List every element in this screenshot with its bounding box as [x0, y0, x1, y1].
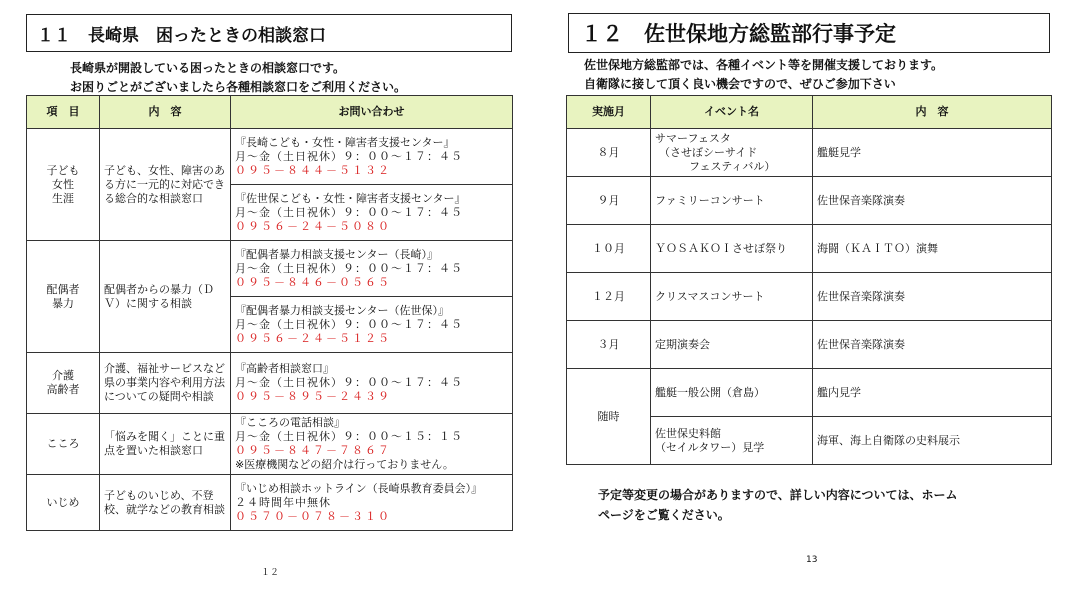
item-cell — [27, 129, 100, 241]
contact-phone: ０９５－８４６－０５６５ — [235, 275, 391, 289]
month-cell: ９月 — [567, 177, 651, 225]
month-cell: ３月 — [567, 321, 651, 369]
table-row — [27, 129, 513, 185]
item-cell — [27, 353, 100, 414]
right-intro-line: 佐世保地方総監部では、各種イベント等を開催支援しております。 — [584, 58, 944, 72]
contact-cell — [231, 297, 513, 353]
event-name: 佐世保史料館 — [655, 426, 721, 440]
contact-note: ※医療機関などの紹介は行っておりません。 — [235, 458, 454, 471]
contact-hours: 月～金（土日祝休）９：００～１７：４５ — [235, 317, 463, 331]
contact-hours: ２４時間年中無休 — [235, 495, 331, 509]
event-cell — [651, 417, 813, 465]
left-heading: １１ 長崎県 困ったときの相談窓口 — [26, 14, 512, 52]
header-content: 内 容 — [100, 96, 231, 129]
event-name: （させぼシーサイド — [659, 145, 758, 159]
month-cell: 随時 — [567, 369, 651, 465]
table-row — [567, 273, 1052, 321]
item-label: 生涯 — [52, 191, 74, 205]
content-cell: 配偶者からの暴力（ＤＶ）に関する相談 — [100, 241, 231, 353]
month-cell: １２月 — [567, 273, 651, 321]
table-row — [567, 129, 1052, 177]
item-label: いじめ — [46, 495, 80, 509]
content-cell: 「悩みを聞く」ことに重点を置いた相談窓口 — [100, 414, 231, 475]
table-row — [27, 241, 513, 297]
event-name: （セイルタワー）見学 — [655, 440, 765, 454]
table-row — [27, 475, 513, 531]
event-name: サマーフェスタ — [655, 131, 731, 145]
footer-line: 予定等変更の場合がありますので、詳しい内容については、ホーム — [598, 488, 958, 502]
contact-name: 『こころの電話相談』 — [235, 416, 345, 429]
table-header-row — [27, 96, 513, 129]
contact-cell — [231, 475, 513, 531]
month-cell: ８月 — [567, 129, 651, 177]
table-row — [567, 225, 1052, 273]
content-cell: 佐世保音楽隊演奏 — [813, 177, 1052, 225]
item-label: 暴力 — [52, 296, 74, 310]
table-row — [567, 369, 1052, 417]
table-header-row — [567, 96, 1052, 129]
event-cell — [651, 129, 813, 177]
content-cell: 子ども、女性、障害のある方に一元的に対応できる総合的な相談窓口 — [100, 129, 231, 241]
item-cell — [27, 241, 100, 353]
content-cell: 海闘（ＫＡＩＴＯ）演舞 — [813, 225, 1052, 273]
event-cell: ＹＯＳＡＫＯＩさせぼ祭り — [651, 225, 813, 273]
events-table — [566, 95, 1052, 465]
header-item: 項 目 — [27, 96, 100, 129]
contact-name: 『長崎こども・女性・障害者支援センター』 — [235, 135, 455, 149]
header-month: 実施月 — [567, 96, 651, 129]
contact-name: 『配偶者暴力相談支援センター（長崎）』 — [235, 247, 439, 261]
header-contact: お問い合わせ — [231, 96, 513, 129]
contact-name: 『配偶者暴力相談支援センター（佐世保）』 — [235, 303, 450, 317]
item-label: 子ども — [46, 163, 80, 177]
item-label: こころ — [46, 437, 80, 450]
event-name: フェスティバル） — [689, 159, 776, 173]
contact-phone: ０５７０－０７８－３１０ — [235, 509, 391, 523]
contact-name: 『高齢者相談窓口』 — [235, 362, 334, 375]
contact-phone: ０９５６－２４－５１２５ — [235, 331, 391, 345]
contact-phone: ０９５－８９５－２４３９ — [235, 390, 391, 403]
left-intro-line: 長崎県が開設している困ったときの相談窓口です。 — [70, 61, 346, 75]
consultation-table — [26, 95, 513, 531]
content-cell: 海軍、海上自衛隊の史料展示 — [813, 417, 1052, 465]
item-cell — [27, 475, 100, 531]
contact-cell — [231, 185, 513, 241]
contact-name: 『佐世保こども・女性・障害者支援センター』 — [235, 191, 466, 205]
contact-cell — [231, 353, 513, 414]
contact-name: 『いじめ相談ホットライン（長崎県教育委員会）』 — [235, 481, 483, 495]
item-label: 配偶者 — [46, 282, 80, 296]
contact-hours: 月～金（土日祝休）９：００～１５：１５ — [235, 430, 463, 443]
left-intro — [70, 59, 406, 97]
right-intro-line: 自衛隊に接して頂く良い機会ですので、ぜひご参加下さい — [584, 77, 896, 91]
contact-phone: ０９５－８４７－７８６７ — [235, 444, 391, 457]
contact-phone: ０９５６－２４－５０８０ — [235, 219, 391, 233]
page-number-left: １２ — [261, 568, 280, 578]
table-row — [567, 177, 1052, 225]
left-intro-line: お困りごとがございましたら各種相談窓口をご利用ください。 — [70, 80, 407, 94]
page-number-right: 13 — [806, 555, 818, 565]
contact-hours: 月～金（土日祝休）９：００～１７：４５ — [235, 376, 463, 389]
content-cell: 子どものいじめ、不登校、就学などの教育相談 — [100, 475, 231, 531]
item-label: 介護 — [52, 369, 74, 382]
table-row — [27, 414, 513, 475]
month-cell: １０月 — [567, 225, 651, 273]
item-label: 高齢者 — [46, 383, 80, 396]
contact-hours: 月～金（土日祝休）９：００～１７：４５ — [235, 205, 463, 219]
contact-cell — [231, 414, 513, 475]
event-cell: 艦艇一般公開（倉島） — [651, 369, 813, 417]
table-row — [567, 321, 1052, 369]
footer-line: ページをご覧ください。 — [598, 508, 730, 522]
schedule-change-note — [598, 485, 958, 525]
event-cell: ファミリーコンサート — [651, 177, 813, 225]
right-intro — [584, 56, 943, 94]
contact-phone: ０９５－８４４－５１３２ — [235, 163, 391, 177]
content-cell: 佐世保音楽隊演奏 — [813, 273, 1052, 321]
item-cell — [27, 414, 100, 475]
right-heading: １２ 佐世保地方総監部行事予定 — [568, 13, 1050, 53]
header-event: イベント名 — [651, 96, 813, 129]
content-cell: 介護、福祉サービスなど県の事業内容や利用方法についての疑問や相談 — [100, 353, 231, 414]
contact-hours: 月～金（土日祝休）９：００～１７：４５ — [235, 261, 463, 275]
event-cell: 定期演奏会 — [651, 321, 813, 369]
contact-cell — [231, 241, 513, 297]
contact-hours: 月～金（土日祝休）９：００～１７：４５ — [235, 149, 463, 163]
content-cell: 艦内見学 — [813, 369, 1052, 417]
content-cell: 艦艇見学 — [813, 129, 1052, 177]
content-cell: 佐世保音楽隊演奏 — [813, 321, 1052, 369]
header-content: 内 容 — [813, 96, 1052, 129]
item-label: 女性 — [52, 177, 74, 191]
contact-cell — [231, 129, 513, 185]
table-row — [27, 353, 513, 414]
event-cell: クリスマスコンサート — [651, 273, 813, 321]
